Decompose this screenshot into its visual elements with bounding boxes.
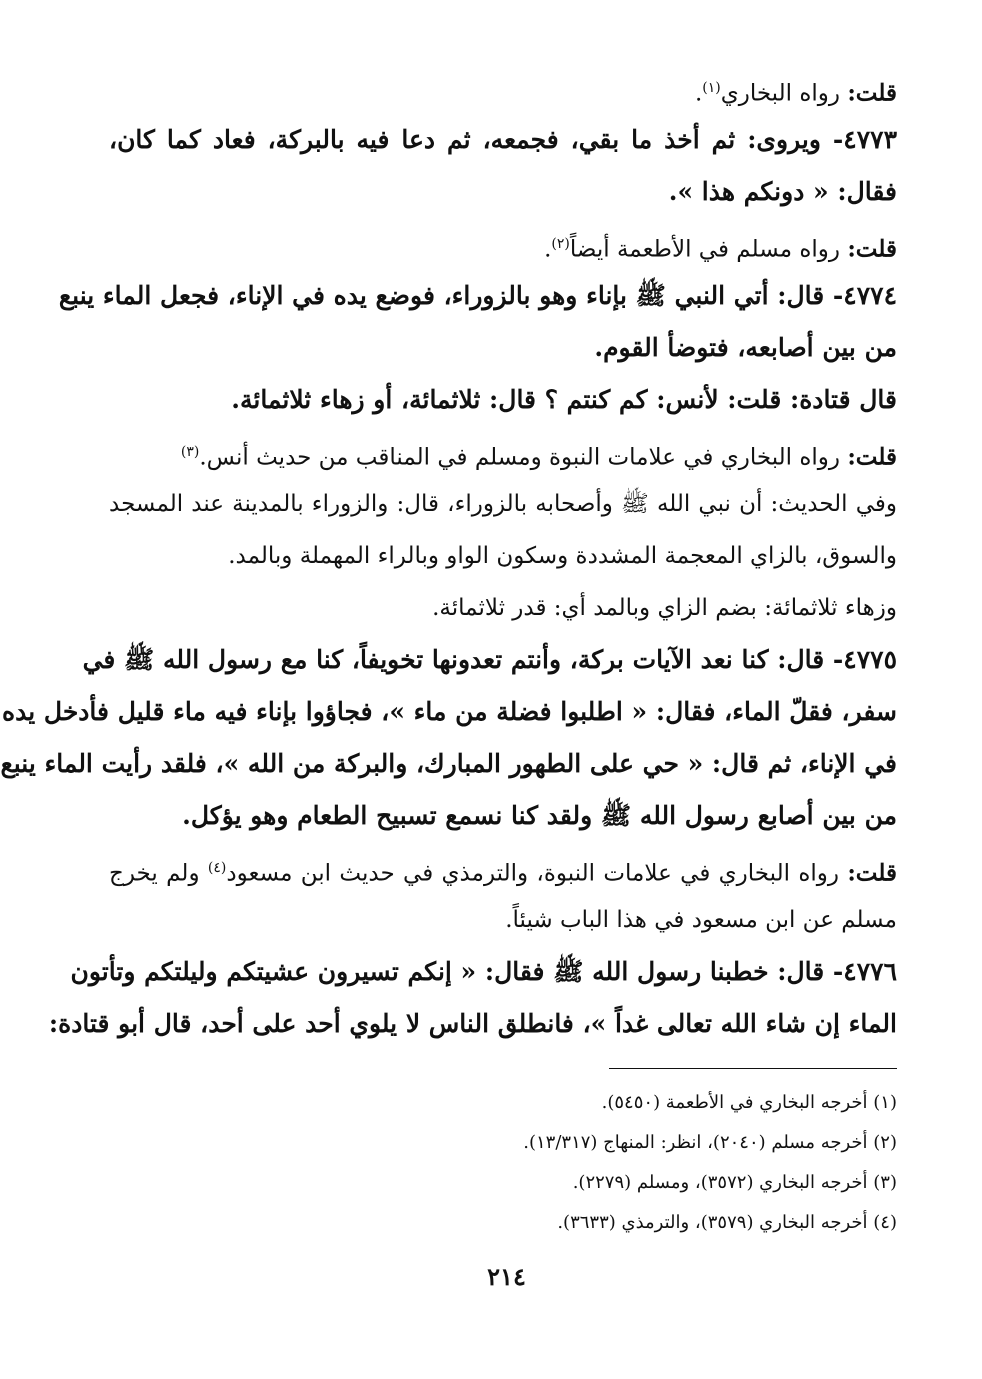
line-text: ويروى: ثم أخذ ما بقي، فجمعه، ثم دعا فيه بالبركة، فعاد كما كان، [109,125,833,154]
comment-block [109,842,897,946]
footnote-ref[interactable]: (٤) [207,860,227,876]
footnote-ref[interactable]: (١) [702,80,721,96]
line-text: رواه البخاري في علامات النبوة، والترمذي في حديث ابن مسعود [226,860,848,887]
footnote-item: (١) أخرجه البخاري في الأطعمة (٥٤٥٠). [601,1092,897,1113]
text-line [109,322,897,374]
text-line [109,218,897,270]
footnote-divider [609,1068,897,1069]
line-tail: . [694,80,703,107]
text-line [109,374,897,426]
text-line [0,738,897,790]
line-text: رواه البخاري في علامات النبوة ومسلم في المناقب من حديث أنس. [199,444,848,471]
text-line [109,790,897,842]
hadith-4774 [58,270,897,426]
footnote-ref[interactable]: (٣) [180,444,200,460]
line-text: من بين أصابع رسول الله ﷺ ولقد كنا نسمع تسبيح الطعام وهو يؤكل. [182,801,897,830]
line-text: الماء إن شاء الله تعالى غداً »، فانطلق الناس لا يلوي أحد على أحد، قال أبو قتادة: [48,1009,897,1038]
line-text: قال: أتي النبي ﷺ بإناء وهو بالزوراء، فوضع يده في الإناء، فجعل الماء ينبع [58,281,833,310]
footnote-item: (٢) أخرجه مسلم (٢٠٤٠)، انظر: المنهاج (١٣/٣١٧). [523,1132,897,1153]
text-line [109,62,897,114]
text-line [109,478,897,530]
qult-label: قلت: [847,859,897,887]
qult-label: قلت: [847,443,897,471]
text-line [109,114,897,166]
footnote-ref[interactable]: (٢) [551,236,570,252]
line-text: رواه مسلم في الأطعمة أيضاً [569,236,848,263]
text-line [2,686,897,738]
hadith-4776 [48,946,897,1050]
hadith-number: ٤٧٧٤- [832,281,897,310]
text-line [109,426,897,478]
text-line [82,634,897,686]
hadith-4773 [109,114,897,218]
line-text: رواه البخاري [720,80,848,107]
line-text: قال قتادة: قلت: لأنس: كم كنتم ؟ قال: ثلاثمائة، أو زهاء ثلاثمائة. [231,385,897,414]
line-text: والسوق، بالزاي المعجمة المشددة وسكون الواو وبالراء المهملة وبالمد. [228,543,897,569]
comment-block [109,62,897,114]
text-line [109,842,897,894]
page-number: ٢١٤ [487,1262,526,1291]
comment-block [109,218,897,270]
line-text: من بين أصابعه، فتوضأ القوم. [594,333,897,362]
text-line [109,894,897,946]
text-line [109,530,897,582]
text-line [48,998,897,1050]
line-text: فقال: « دونكم هذا ». [668,177,897,206]
hadith-number: ٤٧٧٥- [832,645,897,674]
footnote-item: (٣) أخرجه البخاري (٣٥٧٢)، ومسلم (٢٢٧٩). [572,1172,897,1193]
footnote-item: (٤) أخرجه البخاري (٣٥٧٩)، والترمذي (٣٦٣٣). [557,1212,897,1233]
line-text: وزهاء ثلاثمائة: بضم الزاي وبالمد أي: قدر ثلاثمائة. [432,595,897,621]
line-text: قال: كنا نعد الآيات بركة، وأنتم تعدونها تخويفاً، كنا مع رسول الله ﷺ في [82,645,833,674]
line-tail: ولم يخرج [109,860,208,887]
line-text: مسلم عن ابن مسعود في هذا الباب شيئاً. [505,907,897,933]
footnotes [117,1083,897,1243]
line-text: قال: خطبنا رسول الله ﷺ فقال: « إنكم تسيرون عشيتكم وليلتكم وتأتون [70,957,833,986]
line-text: سفر، فقلّ الماء، فقال: « اطلبوا فضلة من ماء »، فجاؤوا بإناء فيه ماء قليل فأدخل يده [2,697,897,726]
hadith-number: ٤٧٧٦- [832,957,897,986]
line-text: في الإناء، ثم قال: « حي على الطهور المبارك، والبركة من الله »، فلقد رأيت الماء ينبع [0,749,897,778]
page-body [0,62,897,1050]
comment-block [109,426,897,634]
text-line [58,270,897,322]
line-tail: . [544,236,552,263]
qult-label: قلت: [847,235,897,263]
line-text: وفي الحديث: أن نبي الله ﷺ وأصحابه بالزوراء، قال: والزوراء بالمدينة عند المسجد [109,491,897,517]
qult-label: قلت: [847,79,897,107]
text-line [70,946,897,998]
text-line [109,582,897,634]
text-line [109,166,897,218]
hadith-number: ٤٧٧٣- [832,125,897,154]
hadith-4775 [0,634,897,842]
